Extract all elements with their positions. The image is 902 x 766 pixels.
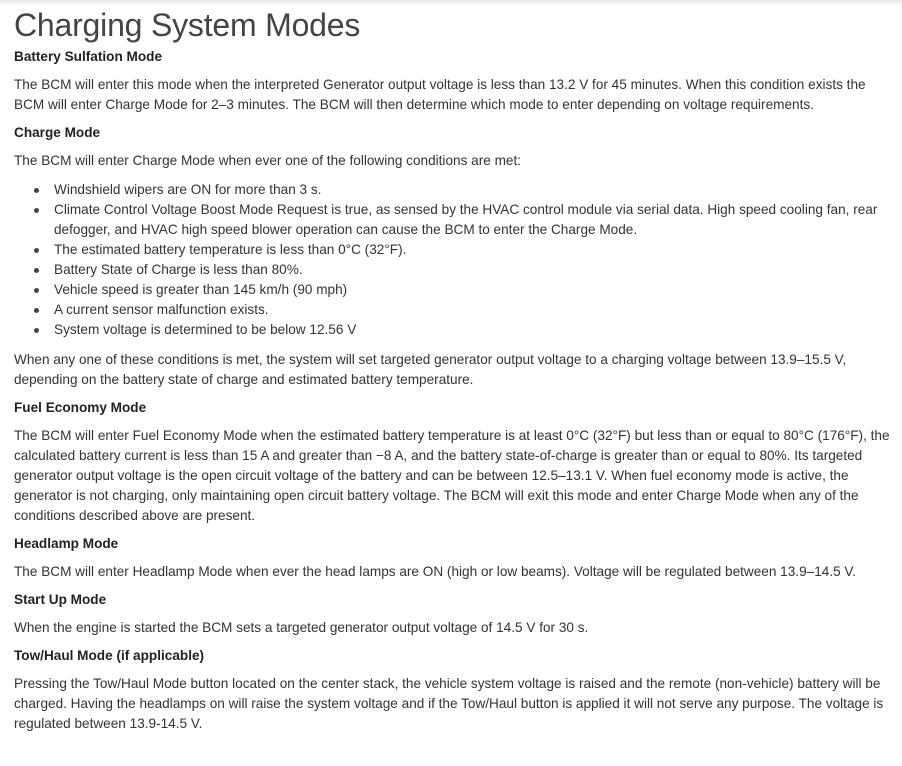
list-item xyxy=(54,320,898,340)
list-item xyxy=(54,260,898,280)
bullet-icon xyxy=(34,328,39,333)
heading-fuel-economy-mode: Fuel Economy Mode xyxy=(14,400,147,415)
battery-sulfation-description: The BCM will enter this mode when the interpreted Generator output voltage is less than 13.2 V for 45 minutes. When this condition exists the BCM will enter Charge Mode for 2–3 minutes. The BCM will then determine which mode to enter depending on voltage requirements. xyxy=(14,77,866,112)
fuel-economy-description: The BCM will enter Fuel Economy Mode when the estimated battery temperature is at least 0°C (32°F) but less than or equal to 80°C (176°F), the calculated battery current is less than 15 A and greater than −8 A, and the battery state-of-charge is greater than or equal to 80%. Its targeted generator output voltage is the open circuit voltage of the battery and can be between 12.5–13.1 V. When fuel economy mode is active, the generator is not charging, only maintaining open circuit battery voltage. The BCM will exit this mode and enter Charge Mode when any of the conditions described above are present. xyxy=(14,428,890,523)
list-item xyxy=(54,280,898,300)
bullet-icon xyxy=(34,268,39,273)
headlamp-description: The BCM will enter Headlamp Mode when ever the head lamps are ON (high or low beams). Voltage will be regulated between 13.9–14.5 V. xyxy=(14,564,857,579)
condition-text: A current sensor malfunction exists. xyxy=(54,302,269,317)
bullet-icon xyxy=(34,188,39,193)
charge-conditions-list xyxy=(14,180,898,340)
start-up-description: When the engine is started the BCM sets a targeted generator output voltage of 14.5 V for 30 s. xyxy=(14,620,589,635)
heading-headlamp-mode: Headlamp Mode xyxy=(14,536,119,551)
heading-start-up-mode: Start Up Mode xyxy=(14,592,107,607)
bullet-icon xyxy=(34,208,39,213)
condition-text: Windshield wipers are ON for more than 3 s. xyxy=(54,182,322,197)
page-title: Charging System Modes xyxy=(14,7,361,43)
heading-battery-sulfation-mode: Battery Sulfation Mode xyxy=(14,49,163,64)
condition-text: Battery State of Charge is less than 80%. xyxy=(54,262,303,277)
condition-text: Vehicle speed is greater than 145 km/h (90 mph) xyxy=(54,282,348,297)
list-item xyxy=(54,300,898,320)
bullet-icon xyxy=(34,308,39,313)
bullet-icon xyxy=(34,248,39,253)
tow-haul-description: Pressing the Tow/Haul Mode button located on the center stack, the vehicle system voltage is raised and the remote (non-vehicle) battery will be charged. Having the headlamps on will raise the system voltage and if the Tow/Haul button is applied it will not serve any purpose. The voltage is regulated between 13.9-14.5 V. xyxy=(14,676,884,731)
charge-mode-intro: The BCM will enter Charge Mode when ever one of the following conditions are met: xyxy=(14,153,522,168)
list-item xyxy=(54,240,898,260)
heading-tow-haul-mode: Tow/Haul Mode (if applicable) xyxy=(14,648,205,663)
document-body xyxy=(14,0,898,734)
bullet-icon xyxy=(34,288,39,293)
charge-mode-outro: When any one of these conditions is met, the system will set targeted generator output voltage to a charging voltage between 13.9–15.5 V, depending on the battery state of charge and estimated battery temperature. xyxy=(14,352,847,387)
heading-charge-mode: Charge Mode xyxy=(14,125,101,140)
list-item xyxy=(54,200,898,240)
condition-text: System voltage is determined to be below 12.56 V xyxy=(54,322,357,337)
list-item xyxy=(54,180,898,200)
condition-text: The estimated battery temperature is less than 0°C (32°F). xyxy=(54,242,407,257)
condition-text: Climate Control Voltage Boost Mode Request is true, as sensed by the HVAC control module via serial data. High speed cooling fan, rear defogger, and HVAC high speed blower operation can cause the BCM to enter the Charge Mode. xyxy=(54,202,878,237)
